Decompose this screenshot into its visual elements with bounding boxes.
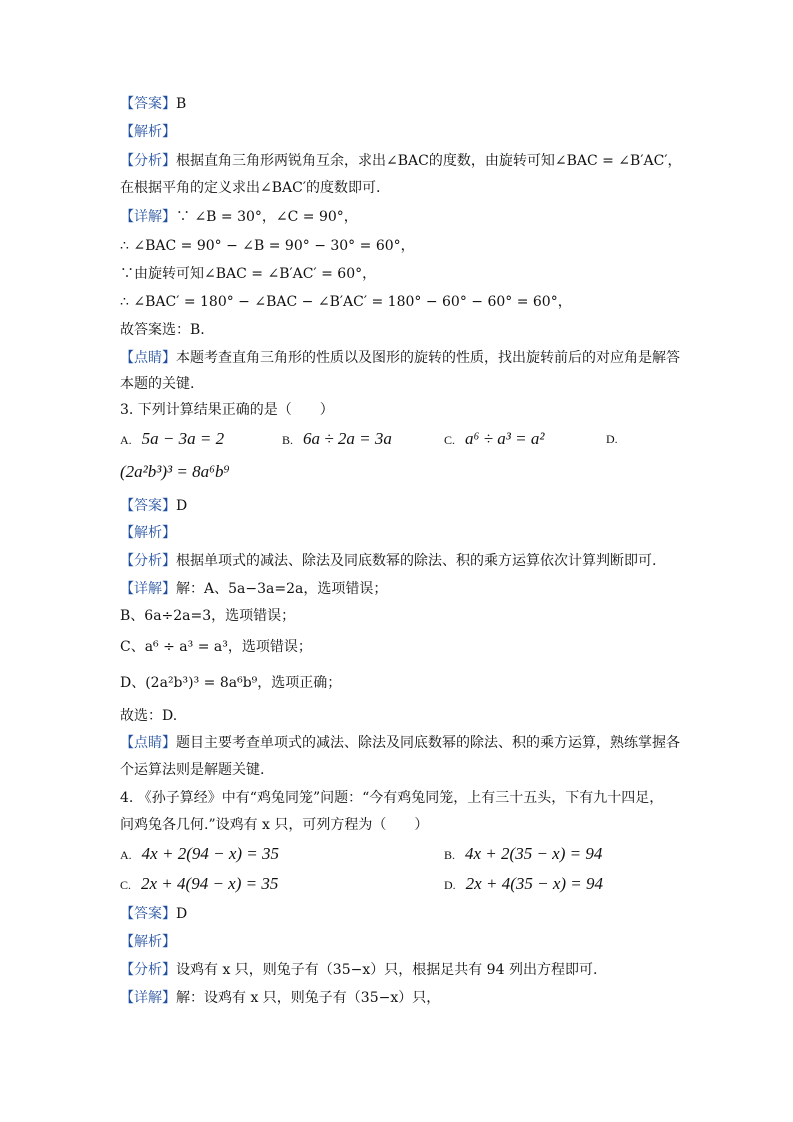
option-expr: 4x + 2(35 − x) = 94 [465,844,603,863]
q3-stem: 3. 下列计算结果正确的是（ ） [120,402,334,418]
dianjing-text: 题目主要考查单项式的减法、除法及同底数幂的除法、积的乘方运算，熟练掌握各 [176,735,680,751]
answer-value: D [176,906,188,922]
fenxi-tag: 【分析】 [120,153,176,169]
analysis-tag: 【解析】 [120,934,176,950]
q3-option-c [444,429,544,450]
xiangjie-tag: 【详解】 [120,209,176,225]
q2-fenxi-line-1 [120,151,682,171]
option-label: A. [120,433,132,447]
dianjing-tag: 【点睛】 [120,350,176,366]
fenxi-tag: 【分析】 [120,553,176,569]
step-text: ∵ ∠B = 30°，∠C = 90°， [176,209,358,225]
xiangjie-tag: 【详解】 [120,581,176,597]
q4-answer-line [120,904,187,924]
q4-option-d [444,874,603,895]
option-expr: 2x + 4(94 − x) = 35 [141,874,279,893]
q3-option-d-label [606,429,628,449]
fenxi-text: 设鸡有 x 只，则兔子有（35−x）只，根据足共有 94 列出方程即可. [176,962,598,978]
q4-fenxi-line [120,960,597,980]
option-expr: 5a − 3a = 2 [141,429,225,448]
q4-xiangjie-line [120,988,440,1008]
q3-fenxi-line [120,551,656,571]
q3-conclusion: 故选：D. [120,708,178,724]
answer-tag: 【答案】 [120,96,176,112]
q3-step-c: C、a⁶ ÷ a³ = a³，选项错误； [120,639,312,655]
q4-option-b [444,844,602,865]
q3-option-a [120,429,224,450]
answer-value: B [176,96,187,112]
xiangjie-tag: 【详解】 [120,990,176,1006]
q2-answer-line [120,94,186,114]
fenxi-tag: 【分析】 [120,962,176,978]
q4-option-a [120,844,279,865]
option-label: B. [282,433,294,447]
analysis-tag: 【解析】 [120,124,176,140]
q3-xiangjie-line [120,579,387,599]
step-text: 解：A、5a−3a=2a，选项错误； [176,581,388,597]
q3-step-b: B、6a÷2a=3，选项错误； [120,608,296,624]
option-label: C. [444,433,456,447]
analysis-tag: 【解析】 [120,525,176,541]
option-expr: 4x + 2(94 − x) = 35 [141,844,279,863]
answer-tag: 【答案】 [120,906,176,922]
q2-step-2: ∴ ∠BAC = 90° − ∠B = 90° − 30° = 60°， [120,238,415,254]
option-label: D. [444,878,456,892]
q3-option-b [282,429,392,450]
fenxi-text: 根据单项式的减法、除法及同底数幂的除法、积的乘方运算依次计算判断即可. [176,553,657,569]
q3-option-d-expr [120,462,229,483]
option-label: A. [120,848,132,862]
q2-step-3: ∵由旋转可知∠BAC = ∠B′AC′ = 60°， [120,266,377,282]
option-expr: (2a²b³)³ = 8a⁶b⁹ [120,462,230,481]
q2-dianjing-line-1 [120,348,680,368]
option-expr: 6a ÷ 2a = 3a [303,429,392,448]
q2-conclusion: 故答案选：B. [120,322,205,338]
q2-fenxi-line-2: 在根据平角的定义求出∠BAC′的度数即可. [120,180,381,196]
answer-tag: 【答案】 [120,498,176,514]
q2-dianjing-line-2: 本题的关键. [120,376,195,392]
option-label: B. [444,848,456,862]
option-label: C. [120,878,132,892]
option-label: D. [606,432,618,446]
q2-xiangjie-line [120,207,358,227]
q2-step-4: ∴ ∠BAC′ = 180° − ∠BAC − ∠B′AC′ = 180° − 60° − 60° = 60°， [120,294,572,310]
dianjing-tag: 【点睛】 [120,735,176,751]
q3-answer-line [120,496,187,516]
q4-stem-line-1: 4. 《孙子算经》中有“鸡兔同笼”问题：“今有鸡兔同笼，上有三十五头，下有九十四足， [120,790,664,806]
q3-dianjing-line-2: 个运算法则是解题关键. [120,762,265,778]
q4-option-c [120,874,278,895]
xiangjie-text: 解：设鸡有 x 只，则兔子有（35−x）只， [176,990,441,1006]
q3-dianjing-line-1 [120,733,680,753]
answer-value: D [176,498,188,514]
option-expr: a⁶ ÷ a³ = a² [465,429,545,448]
option-expr: 2x + 4(35 − x) = 94 [465,874,603,893]
dianjing-text: 本题考查直角三角形的性质以及图形的旋转的性质，找出旋转前后的对应角是解答 [176,350,680,366]
q3-step-d: D、(2a²b³)³ = 8a⁶b⁹，选项正确； [120,675,342,691]
fenxi-text: 根据直角三角形两锐角互余，求出∠BAC的度数，由旋转可知∠BAC = ∠B′AC′， [176,153,682,169]
q4-stem-line-2: 问鸡兔各几何.”设鸡有 x 只，可列方程为（ ） [120,817,429,833]
